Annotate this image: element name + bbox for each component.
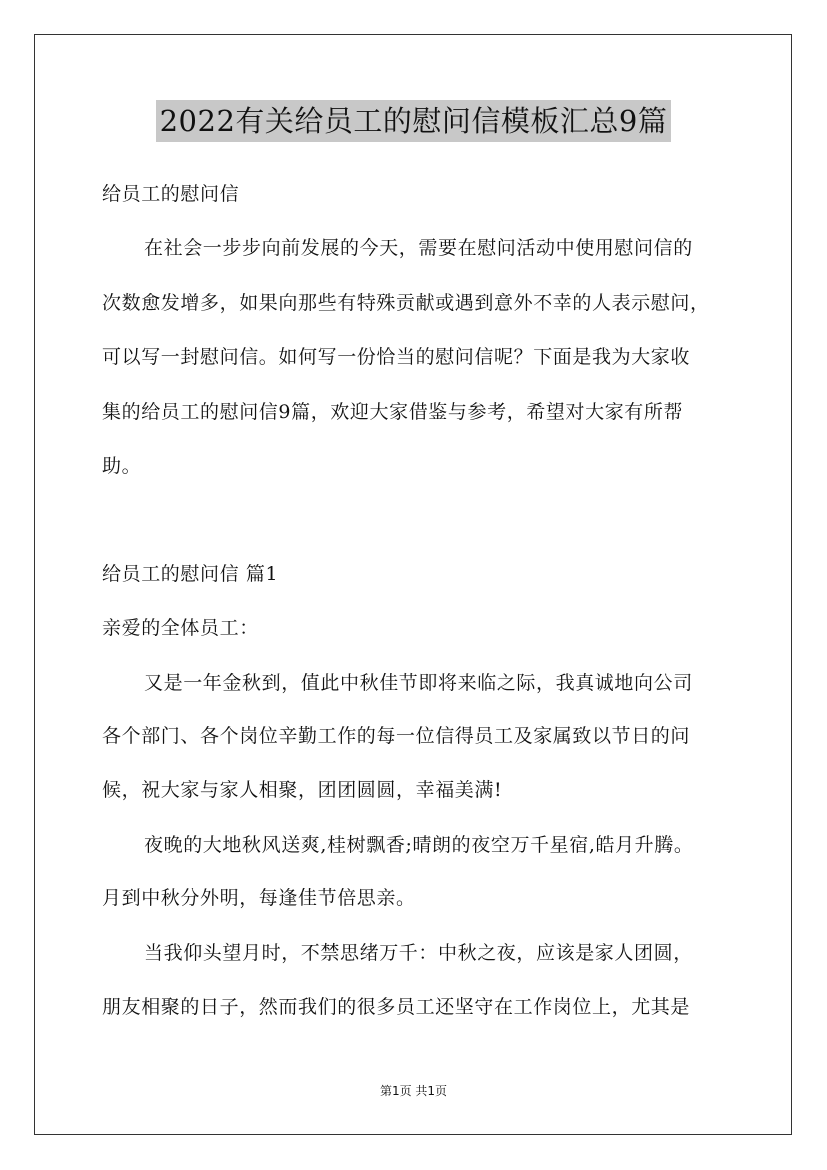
paragraph-line: 月到中秋分外明，每逢佳节倍思亲。 xyxy=(102,887,416,909)
paragraph-line: 夜晚的大地秋风送爽,桂树飘香;晴朗的夜空万千星宿,皓月升腾。 xyxy=(144,834,694,856)
paragraph-line: 候，祝大家与家人相聚，团团圆圆，幸福美满! xyxy=(102,779,503,801)
salutation: 亲爱的全体员工： xyxy=(102,617,259,639)
page-footer: 第1页 共1页 xyxy=(379,1084,448,1098)
section-heading: 给员工的慰问信 篇1 xyxy=(102,563,279,585)
intro-line: 助。 xyxy=(102,455,142,477)
intro-line: 在社会一步步向前发展的今天，需要在慰问活动中使用慰问信的 xyxy=(144,237,693,259)
intro-heading: 给员工的慰问信 xyxy=(102,183,240,205)
intro-line: 次数愈发增多，如果向那些有特殊贡献或遇到意外不幸的人表示慰问， xyxy=(102,292,710,314)
document-title: 2022有关给员工的慰问信模板汇总9篇 xyxy=(156,100,672,142)
paragraph-line: 又是一年金秋到，值此中秋佳节即将来临之际，我真诚地向公司 xyxy=(144,672,693,694)
paragraph-line: 各个部门、各个岗位辛勤工作的每一位信得员工及家属致以节日的问 xyxy=(102,725,691,747)
intro-line: 可以写一封慰问信。如何写一份恰当的慰问信呢？下面是我为大家收 xyxy=(102,346,691,368)
paragraph-line: 当我仰头望月时，不禁思绪万千：中秋之夜，应该是家人团圆， xyxy=(144,942,693,964)
paragraph-line: 朋友相聚的日子，然而我们的很多员工还坚守在工作岗位上，尤其是 xyxy=(102,996,691,1018)
title-container xyxy=(0,100,827,142)
intro-line: 集的给员工的慰问信9篇，欢迎大家借鉴与参考，希望对大家有所帮 xyxy=(102,401,684,423)
